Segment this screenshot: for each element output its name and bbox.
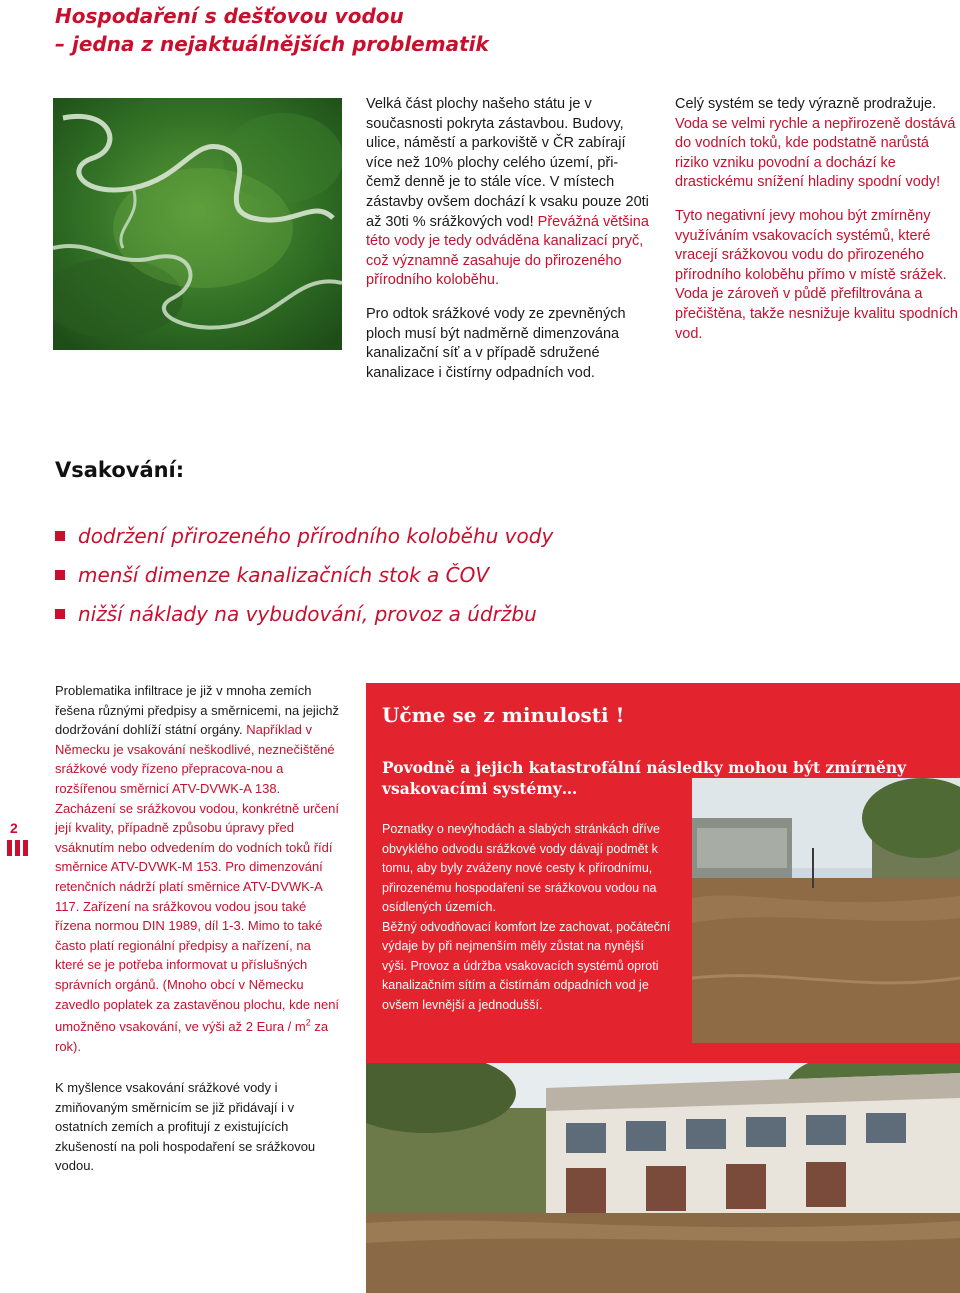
benefit-text: menší dimenze kanalizačních stok a ČOV: [78, 562, 490, 587]
benefit-item: [55, 555, 553, 594]
intro-paragraph-3: [675, 95, 960, 193]
intro-highlight-text: Voda se velmi rychle a nepřirozeně dostává do vodních toků, kde podstatně narůstá riziko vzniku povodní a dochází ke drastickému snížení hladiny spodní vody!: [675, 115, 956, 191]
intro-text: Velká část plochy našeho státu je v současnosti pokryta zástavbou. Budovy, ulice, náměstí a parkoviště v ČR zabírají více než 10% plochy celého území, při-čemž denně je to stále více. V místech zástavby ovšem dochází k vsaku pouze 20ti až 30ti % srážkových vod!: [366, 96, 649, 230]
meandering-river-icon: [53, 98, 342, 350]
intro-paragraph-1: [366, 95, 651, 291]
intro-column-2: [675, 95, 960, 358]
flooded-road-photo: [692, 778, 960, 1043]
other-countries-text: [55, 1078, 340, 1176]
regulations-text-b: Například v Německu je vsakování neškodlivé, neznečištěné srážkové vody řízeno přepracova-nou a rozšířenou směrnicí ATV-DVWK-A 138. Zacházení se srážkovou vodou, konkrétně určení její kvality, případně způsobu úpravy před vsáknutím nebo odvedením do vodních toků řídí směrnice ATV-DVWK-M 153. Pro dimenzování retenčních nádrží platí směrnice ATV-DVWK-A 117. Zařízení na srážkovou vodou jsou také řízena normou DIN 1989, díl 1-3. Mimo to také často platí regionální předpisy a nařízení, na které se je potřeba informovat u příslušných správních orgánů. (Mnoho obcí v Německu zavedlo poplatek za zastavěnou plochu, kde není umožněno vsakování, ve výši až 2 Eura / m: [55, 722, 340, 1035]
other-countries-paragraph: K myšlence vsakování srážkové vody i zmiňovaným směrnicím se již přidávají i v ostatních zemích a profitují z existujících zkušeností na poli hospodaření se srážkovou vodou.: [55, 1080, 316, 1174]
page-title: [55, 2, 489, 58]
flood-photo-1-icon: [692, 778, 960, 1043]
regulations-paragraph: [55, 681, 340, 1057]
box-heading: Učme se z minulosti !: [382, 703, 625, 727]
square-bullet-icon: [55, 609, 65, 619]
flood-photo-2-icon: [366, 1063, 960, 1293]
regulations-highlight-text: [55, 722, 339, 1054]
meandering-river-aerial-photo: [53, 98, 342, 350]
section-heading: Vsakování:: [55, 458, 185, 482]
box-paragraph-1: Poznatky o nevýhodách a slabých stránkách dříve obvyklého odvodu srážkové vody dávají podmět k tomu, aby byly zváženy nové cesty k přírodnímu, přirozenému hospodaření se srážkovou vodou na osídlených územích.: [382, 822, 660, 914]
intro-text: Celý systém se tedy výrazně prodražuje.: [675, 96, 937, 112]
regulations-text: [55, 681, 340, 1057]
benefits-list: [55, 516, 553, 633]
intro-paragraph-2: Pro odtok srážkové vody ze zpevněných ploch musí být nadměrně dimenzována kanalizační síť a v případě sdružené kanalizace i čistírny odpadních vod.: [366, 305, 626, 381]
regulations-text-a: Problematika infiltrace je již v mnoha zemích řešena různými předpisy a směrnicemi, na jejichž dodržování dohlíží státní orgány.: [55, 683, 339, 738]
square-bullet-icon: [55, 531, 65, 541]
benefit-item: [55, 594, 553, 633]
page-marker-bars-icon: [7, 840, 28, 856]
superscript: 2: [305, 1018, 311, 1029]
intro-highlight-text: Voda je zároveň v půdě přefiltrována a přečištěna, takže nesnižuje kvalitu spodních vod.: [675, 286, 958, 342]
box-paragraph-2: Běžný odvodňovací komfort lze zachovat, počáteční výdaje by při nejmenším měly zůstat na nynější výši. Provoz a údržba vsakovacích systémů oproti kanalizačním sítím a čistírnám odpadních vod je ovšem levnější a jednodušší.: [382, 919, 671, 1012]
page-number: 2: [10, 820, 18, 836]
intro-highlight-text: Tyto negativní jevy mohou být zmírněny využíváním vsakovacích systémů, které vracejí srážkovou vodu do přirozeného přírodního koloběhu přímo v místě srážek.: [675, 207, 947, 283]
benefit-text: dodržení přirozeného přírodního koloběhu vody: [78, 523, 554, 548]
regulations-text-end: za rok).: [55, 1019, 329, 1055]
benefit-item: [55, 516, 553, 555]
box-subheading: Povodně a jejich katastrofální následky mohou být zmírněny vsakovacími systémy…: [382, 758, 907, 798]
intro-column-1: [366, 95, 651, 397]
intro-highlight-text: Převážná většina této vody je tedy odváděna kanalizací pryč, což významně zasahuje do přirozeného přírodního koloběhu.: [366, 213, 649, 289]
intro-paragraph-4: [675, 207, 960, 344]
title-line-2: – jedna z nejaktuálnějších problematik: [55, 32, 489, 56]
square-bullet-icon: [55, 570, 65, 580]
benefit-text: nižší náklady na vybudování, provoz a údržbu: [78, 601, 537, 626]
title-line-1: Hospodaření s dešťovou vodou: [55, 4, 404, 28]
box-text: [382, 820, 672, 1015]
learn-from-past-box: [366, 683, 960, 1293]
flooded-houses-photo: [366, 1063, 960, 1293]
